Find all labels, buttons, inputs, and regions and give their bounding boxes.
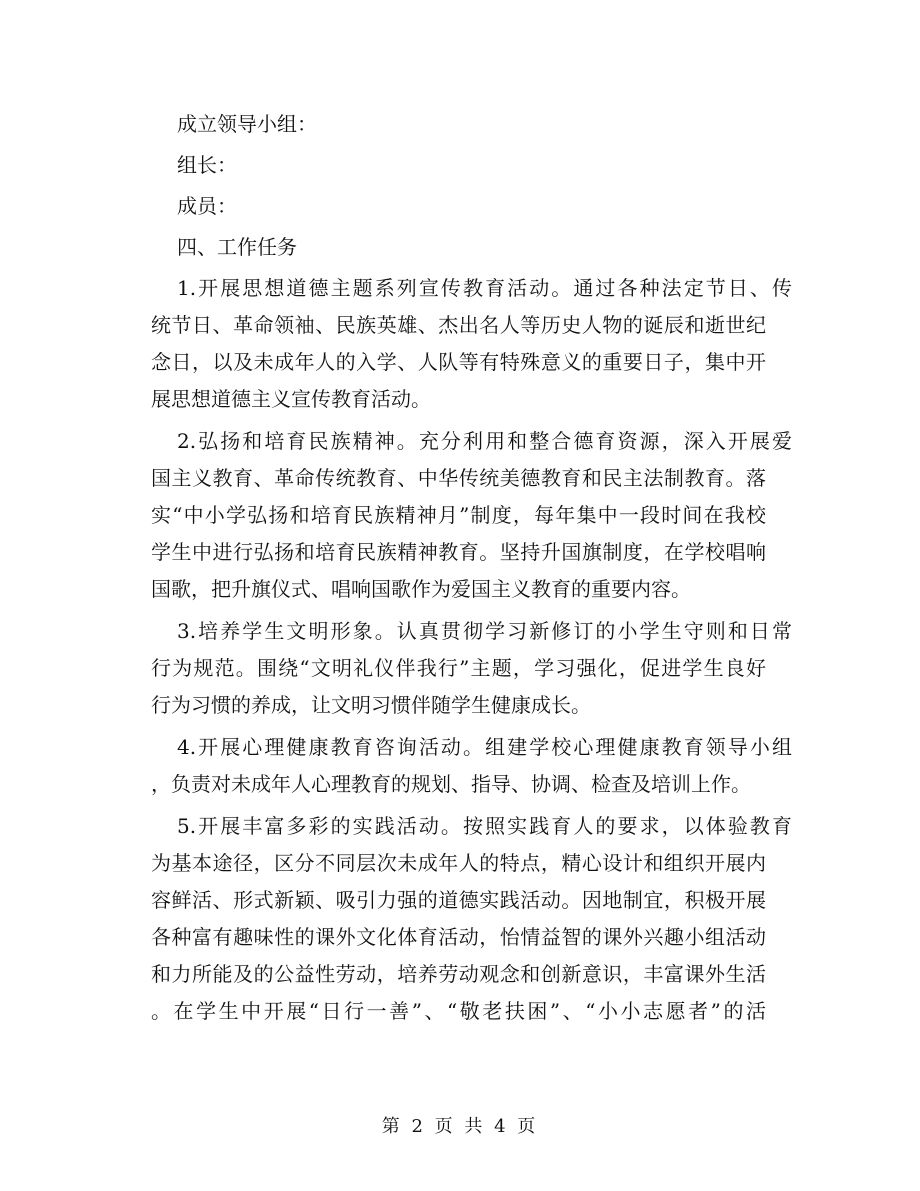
document-body <box>151 106 792 1035</box>
paragraph-3 <box>151 613 792 724</box>
paragraph-line: 。在学生中开展“日行一善”、“敬老扶困”、“小小志愿者”的活 <box>151 999 766 1023</box>
section-heading: 四、工作任务 <box>177 235 297 259</box>
paragraph-line: 3.培养学生文明形象。认真贯彻学习新修订的小学生守则和日常 <box>177 619 792 643</box>
paragraph-line: 和力所能及的公益性劳动，培养劳动观念和创新意识，丰富课外生活 <box>151 962 766 986</box>
page-number-footer: 第 2 页 共 4 页 <box>381 1116 539 1137</box>
paragraph-line: 念日，以及未成年人的入学、人队等有特殊意义的重要日子，集中开 <box>151 350 766 374</box>
members-line: 成员： <box>177 194 237 218</box>
paragraph-5 <box>151 808 792 1030</box>
leadership-group-heading: 成立领导小组： <box>177 112 317 136</box>
paragraph-line: 行为习惯的养成，让文明习惯伴随学生健康成长。 <box>151 693 591 717</box>
paragraph-1 <box>151 270 792 418</box>
paragraph-line: 1.开展思想道德主题系列宣传教育活动。通过各种法定节日、传 <box>177 276 792 300</box>
paragraph-line: ，负责对未成年人心理教育的规划、指导、协调、检查及培训上作。 <box>151 772 751 796</box>
paragraph-line: 容鲜活、形式新颖、吸引力强的道德实践活动。因地制宜，积极开展 <box>151 888 766 912</box>
paragraph-line: 为基本途径，区分不同层次未成年人的特点，精心设计和组织开展内 <box>151 851 766 875</box>
paragraph-line: 5.开展丰富多彩的实践活动。按照实践育人的要求，以体验教育 <box>177 814 792 838</box>
paragraph-line: 各种富有趣味性的课外文化体育活动，怡情益智的课外兴趣小组活动 <box>151 925 766 949</box>
paragraph-2 <box>151 423 792 608</box>
paragraph-line: 2.弘扬和培育民族精神。充分利用和整合德育资源，深入开展爱 <box>177 429 792 453</box>
paragraph-line: 统节日、革命领袖、民族英雄、杰出名人等历史人物的诞辰和逝世纪 <box>151 313 766 337</box>
paragraph-line: 行为规范。围绕“文明礼仪伴我行”主题，学习强化，促进学生良好 <box>151 656 766 680</box>
paragraph-line: 展思想道德主义宣传教育活动。 <box>151 387 431 411</box>
paragraph-line: 国主义教育、革命传统教育、中华传统美德教育和民主法制教育。落 <box>151 466 766 490</box>
paragraph-line: 学生中进行弘扬和培育民族精神教育。坚持升国旗制度，在学校唱响 <box>151 540 766 564</box>
paragraph-4 <box>151 729 792 803</box>
paragraph-line: 4.开展心理健康教育咨询活动。组建学校心理健康教育领导小组 <box>177 735 792 759</box>
paragraph-line: 国歌，把升旗仪式、唱响国歌作为爱国主义教育的重要内容。 <box>151 577 691 601</box>
group-leader-line: 组长： <box>177 153 237 177</box>
paragraph-line: 实“中小学弘扬和培育民族精神月”制度，每年集中一段时间在我校 <box>151 503 766 527</box>
